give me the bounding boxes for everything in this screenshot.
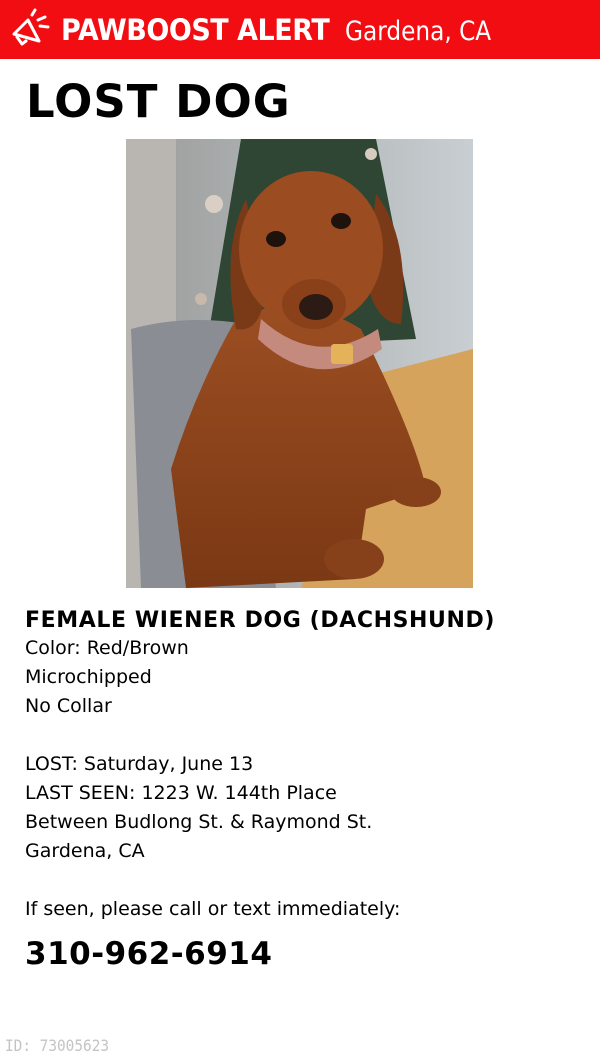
page-title: LOST DOG — [26, 75, 291, 128]
contact-phone: 310-962-6914 — [25, 936, 273, 972]
pet-microchip-status: Microchipped — [25, 666, 152, 688]
spacer — [25, 866, 585, 895]
pet-collar-status: No Collar — [25, 695, 112, 717]
pet-details — [25, 634, 585, 924]
spacer — [25, 721, 585, 750]
contact-instruction: If seen, please call or text immediately: — [25, 898, 401, 920]
last-seen-city: Gardena, CA — [25, 840, 145, 862]
brand-name: PAWBOOST ALERT — [61, 13, 330, 47]
pet-breed: FEMALE WIENER DOG (DACHSHUND) — [25, 608, 496, 633]
alert-location: Gardena, CA — [345, 16, 492, 47]
alert-banner — [0, 0, 600, 59]
megaphone-icon — [8, 8, 50, 50]
pet-color: Color: Red/Brown — [25, 637, 189, 659]
lost-date: LOST: Saturday, June 13 — [25, 753, 254, 775]
last-seen-cross-streets: Between Budlong St. & Raymond St. — [25, 811, 373, 833]
dachshund-photo — [126, 139, 473, 588]
last-seen-address: LAST SEEN: 1223 W. 144th Place — [25, 782, 337, 804]
alert-id: ID: 73005623 — [5, 1036, 110, 1055]
